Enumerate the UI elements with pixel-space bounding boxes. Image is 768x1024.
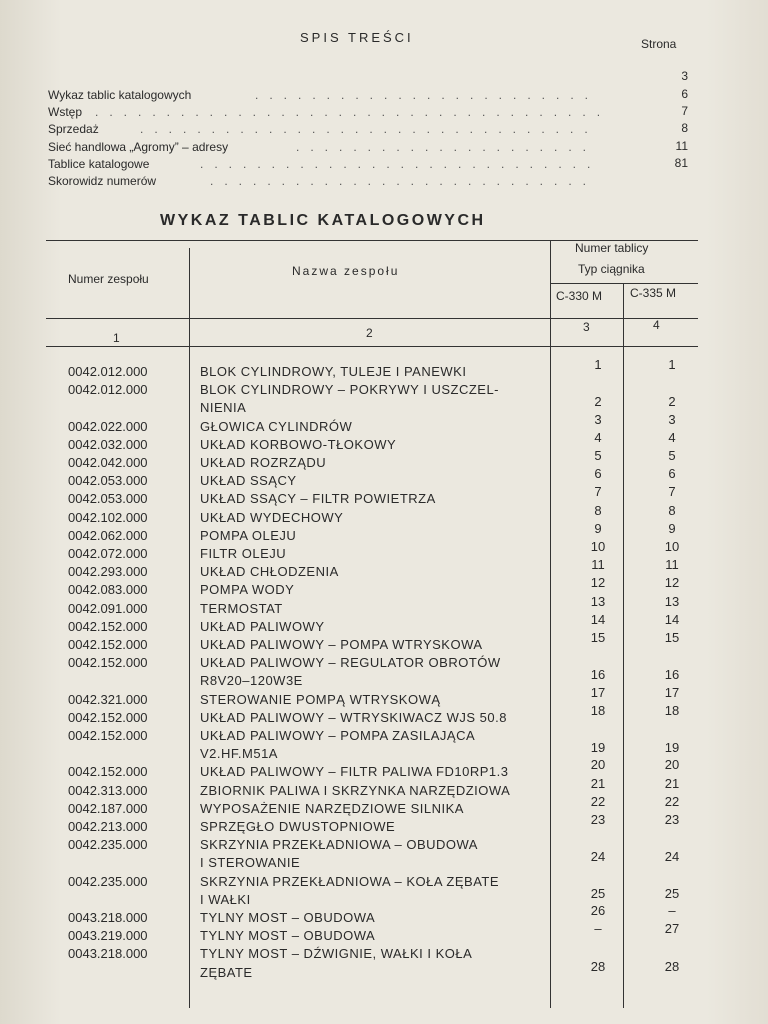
assembly-name: ZBIORNIK PALIWA I SKRZYNKA NARZĘDZIOWA — [200, 782, 511, 798]
assembly-number: 0042.042.000 — [68, 455, 148, 470]
sheet-number-c330m: 14 — [590, 611, 606, 627]
sheet-number-c335m: 1 — [668, 357, 676, 372]
sheet-number-c335m: – — [668, 903, 676, 918]
assembly-name: UKŁAD PALIWOWY – POMPA ZASILAJĄCA — [200, 728, 476, 743]
assembly-number: 0042.072.000 — [68, 546, 148, 561]
sheet-number-c335m: 20 — [664, 757, 680, 773]
toc-entry — [48, 105, 688, 122]
assembly-name: R8V20–120W3E — [200, 673, 303, 689]
assembly-number: 0042.235.000 — [68, 873, 148, 889]
assembly-name: UKŁAD PALIWOWY — [200, 618, 325, 634]
toc-entry-label: Tablice katalogowe — [48, 157, 150, 171]
group-header-rule — [551, 283, 698, 284]
sheet-number-c335m: 5 — [668, 448, 676, 463]
toc-entry-page: 7 — [681, 104, 688, 118]
toc-entry-label: Skorowidz numerów — [48, 174, 157, 188]
col-divider-1 — [189, 248, 190, 1008]
assembly-name: SKRZYNIA PRZEKŁADNIOWA – OBUDOWA — [200, 837, 478, 853]
sheet-number-c335m: 13 — [664, 593, 680, 609]
assembly-number: 0042.091.000 — [68, 600, 148, 616]
toc-leader-dots: .................................... — [95, 105, 612, 119]
assembly-number: 0043.218.000 — [68, 910, 148, 925]
sheet-number-c330m: 23 — [590, 812, 606, 827]
toc-leader-dots: ..................... — [296, 140, 598, 154]
assembly-name: STEROWANIE POMPĄ WTRYSKOWĄ — [200, 691, 441, 707]
sheet-number-c335m: 7 — [668, 484, 676, 500]
sheet-number-c330m: 28 — [590, 958, 606, 974]
sheet-number-c335m: 8 — [668, 502, 676, 518]
assembly-number: 0042.187.000 — [68, 800, 148, 816]
assembly-name: UKŁAD SSĄCY – FILTR POWIETRZA — [200, 491, 436, 507]
assembly-name: GŁOWICA CYLINDRÓW — [200, 418, 353, 434]
sheet-number-c335m: 22 — [664, 793, 680, 809]
sheet-number-c335m: 17 — [664, 684, 680, 700]
sheet-number-c335m: 2 — [668, 394, 676, 410]
toc-page-header: Strona — [641, 37, 677, 51]
sheet-number-c335m: 6 — [668, 466, 676, 482]
assembly-number: 0042.053.000 — [68, 473, 148, 489]
sheet-number-c335m: 28 — [664, 958, 680, 974]
assembly-name: NIENIA — [200, 400, 247, 416]
col-divider-3 — [623, 283, 624, 1008]
sheet-number-c330m: 21 — [590, 775, 606, 791]
sheet-number-c335m: 24 — [664, 849, 680, 865]
assembly-name: UKŁAD KORBOWO-TŁOKOWY — [200, 436, 397, 452]
sheet-number-c330m: 25 — [590, 885, 606, 901]
assembly-number: 0042.062.000 — [68, 527, 148, 543]
toc-leader-dots: ........................... — [210, 174, 598, 188]
sheet-number-c335m: 25 — [664, 885, 680, 901]
sheet-number-c330m: 18 — [590, 702, 606, 718]
toc-entry — [48, 157, 688, 174]
sheet-number-c335m: 3 — [668, 411, 676, 427]
assembly-number: 0043.218.000 — [68, 946, 148, 962]
assembly-name: WYPOSAŻENIE NARZĘDZIOWE SILNIKA — [200, 800, 464, 816]
col-number-2: 2 — [366, 326, 373, 340]
sheet-number-c335m: 15 — [664, 630, 680, 645]
assembly-number: 0042.032.000 — [68, 436, 148, 452]
sheet-number-c330m: 3 — [594, 411, 602, 427]
sheet-number-c335m: 4 — [668, 429, 676, 445]
assembly-name: UKŁAD ROZRZĄDU — [200, 455, 327, 470]
header-c330m: C-330 M — [556, 289, 603, 303]
toc-entry-page: 11 — [675, 139, 688, 153]
sheet-number-c335m: 9 — [668, 520, 676, 536]
header-c335m: C-335 M — [630, 286, 677, 300]
toc-entry — [48, 140, 688, 157]
sheet-number-c330m: 6 — [594, 466, 602, 482]
sheet-number-c330m: 24 — [590, 849, 606, 865]
sheet-number-c335m: 18 — [664, 702, 680, 718]
assembly-number: 0042.012.000 — [68, 382, 148, 398]
assembly-name: ZĘBATE — [200, 964, 253, 980]
sheet-number-c330m: 22 — [590, 793, 606, 809]
assembly-name: BLOK CYLINDROWY, TULEJE I PANEWKI — [200, 364, 467, 379]
col-number-1: 1 — [113, 331, 120, 345]
assembly-number: 0042.022.000 — [68, 418, 148, 434]
sheet-number-c330m: 13 — [590, 593, 606, 609]
assembly-name: UKŁAD CHŁODZENIA — [200, 564, 339, 580]
assembly-number: 0042.152.000 — [68, 728, 148, 743]
sheet-number-c335m: 16 — [664, 667, 680, 683]
assembly-name: SPRZĘGŁO DWUSTOPNIOWE — [200, 819, 396, 834]
col-divider-2 — [550, 240, 551, 1008]
toc-entry-label: Wstęp — [48, 105, 83, 119]
toc-entry — [48, 122, 688, 139]
assembly-name: SKRZYNIA PRZEKŁADNIOWA – KOŁA ZĘBATE — [200, 873, 500, 889]
toc-entry-page: 81 — [674, 156, 688, 170]
assembly-number: 0042.012.000 — [68, 364, 148, 379]
sheet-number-c335m: 19 — [664, 740, 680, 756]
sheet-number-c330m: 4 — [594, 429, 602, 445]
toc-entry-label: Sprzedaż — [48, 122, 99, 136]
sheet-number-c335m: 14 — [664, 611, 680, 627]
sheet-number-c330m: 17 — [590, 684, 606, 700]
toc-entry-label: Sieć handlowa „Agromy” – adresy — [48, 140, 229, 154]
toc-entry-page: 3 — [681, 69, 688, 83]
header-numer-zespolu: Numer zespołu — [68, 272, 149, 286]
assembly-number: 0042.321.000 — [68, 691, 148, 707]
assembly-name: TERMOSTAT — [200, 600, 283, 616]
sheet-number-c330m: 20 — [590, 757, 606, 773]
sheet-number-c330m: 8 — [594, 502, 602, 518]
assembly-name: I WAŁKI — [200, 891, 251, 907]
col-number-4: 4 — [653, 318, 660, 332]
assembly-number: 0042.313.000 — [68, 782, 148, 798]
toc-entry-page: 6 — [681, 87, 688, 101]
sheet-number-c335m: 21 — [664, 775, 680, 791]
col-number-3: 3 — [583, 320, 590, 334]
assembly-number: 0042.152.000 — [68, 764, 148, 780]
sheet-number-c330m: 7 — [594, 484, 602, 500]
toc-title: SPIS TREŚCI — [300, 30, 414, 45]
sheet-number-c330m: 16 — [590, 667, 606, 683]
assembly-name: TYLNY MOST – OBUDOWA — [200, 928, 376, 944]
assembly-number: 0042.293.000 — [68, 564, 148, 580]
assembly-name: POMPA WODY — [200, 582, 295, 598]
section-title: WYKAZ TABLIC KATALOGOWYCH — [160, 212, 486, 229]
assembly-name: TYLNY MOST – DŹWIGNIE, WAŁKI I KOŁA — [200, 946, 473, 962]
header-numer-tablicy: Numer tablicy — [575, 241, 649, 255]
toc-entry — [48, 70, 688, 87]
assembly-name: POMPA OLEJU — [200, 527, 297, 543]
assembly-name: I STEROWANIE — [200, 855, 301, 871]
toc-leader-dots: ........................ — [255, 88, 600, 102]
toc-leader-dots: ............................ — [200, 157, 602, 171]
sheet-number-c330m: 19 — [590, 740, 606, 756]
sheet-number-c335m: 12 — [664, 575, 680, 591]
assembly-number: 0043.219.000 — [68, 928, 148, 944]
toc-leader-dots: ................................ — [140, 122, 599, 136]
header-typ-ciagnika: Typ ciągnika — [578, 262, 645, 276]
toc-entry — [48, 174, 688, 191]
toc-entry-page: 8 — [681, 121, 688, 135]
assembly-name: V2.HF.M51A — [200, 746, 278, 762]
assembly-name: TYLNY MOST – OBUDOWA — [200, 910, 376, 925]
assembly-name: FILTR OLEJU — [200, 546, 287, 561]
assembly-name: UKŁAD WYDECHOWY — [200, 509, 344, 525]
assembly-number: 0042.102.000 — [68, 509, 148, 525]
assembly-number: 0042.152.000 — [68, 655, 148, 671]
sheet-number-c330m: 1 — [594, 357, 602, 372]
assembly-number: 0042.213.000 — [68, 819, 148, 834]
assembly-number: 0042.152.000 — [68, 618, 148, 634]
sheet-number-c335m: 23 — [664, 812, 680, 827]
colnum-bottom-rule — [46, 346, 698, 347]
sheet-number-c330m: – — [594, 921, 602, 937]
sheet-number-c335m: 11 — [665, 557, 679, 573]
assembly-number: 0042.083.000 — [68, 582, 148, 598]
assembly-name: UKŁAD PALIWOWY – REGULATOR OBROTÓW — [200, 655, 501, 671]
header-nazwa-zespolu: Nazwa zespołu — [292, 264, 400, 278]
assembly-number: 0042.152.000 — [68, 709, 148, 725]
sheet-number-c330m: 26 — [590, 903, 606, 918]
assembly-name: BLOK CYLINDROWY – POKRYWY I USZCZEL- — [200, 382, 500, 398]
assembly-name: UKŁAD PALIWOWY – WTRYSKIWACZ WJS 50.8 — [200, 709, 507, 725]
sheet-number-c330m: 12 — [590, 575, 606, 591]
sheet-number-c330m: 2 — [594, 394, 602, 410]
assembly-name: UKŁAD SSĄCY — [200, 473, 297, 489]
sheet-number-c335m: 27 — [664, 921, 680, 937]
assembly-number: 0042.152.000 — [68, 637, 148, 652]
assembly-number: 0042.235.000 — [68, 837, 148, 853]
assembly-name: UKŁAD PALIWOWY – FILTR PALIWA FD10RP1.3 — [200, 764, 509, 780]
sheet-number-c330m: 11 — [591, 557, 605, 573]
assembly-number: 0042.053.000 — [68, 491, 148, 507]
sheet-number-c335m: 10 — [664, 539, 680, 554]
toc-entry-label: Wykaz tablic katalogowych — [48, 88, 192, 102]
assembly-name: UKŁAD PALIWOWY – POMPA WTRYSKOWA — [200, 637, 483, 652]
header-bottom-rule — [46, 318, 698, 319]
sheet-number-c330m: 10 — [590, 539, 606, 554]
sheet-number-c330m: 9 — [594, 520, 602, 536]
sheet-number-c330m: 15 — [590, 630, 606, 645]
sheet-number-c330m: 5 — [594, 448, 602, 463]
toc-entry — [48, 88, 688, 105]
